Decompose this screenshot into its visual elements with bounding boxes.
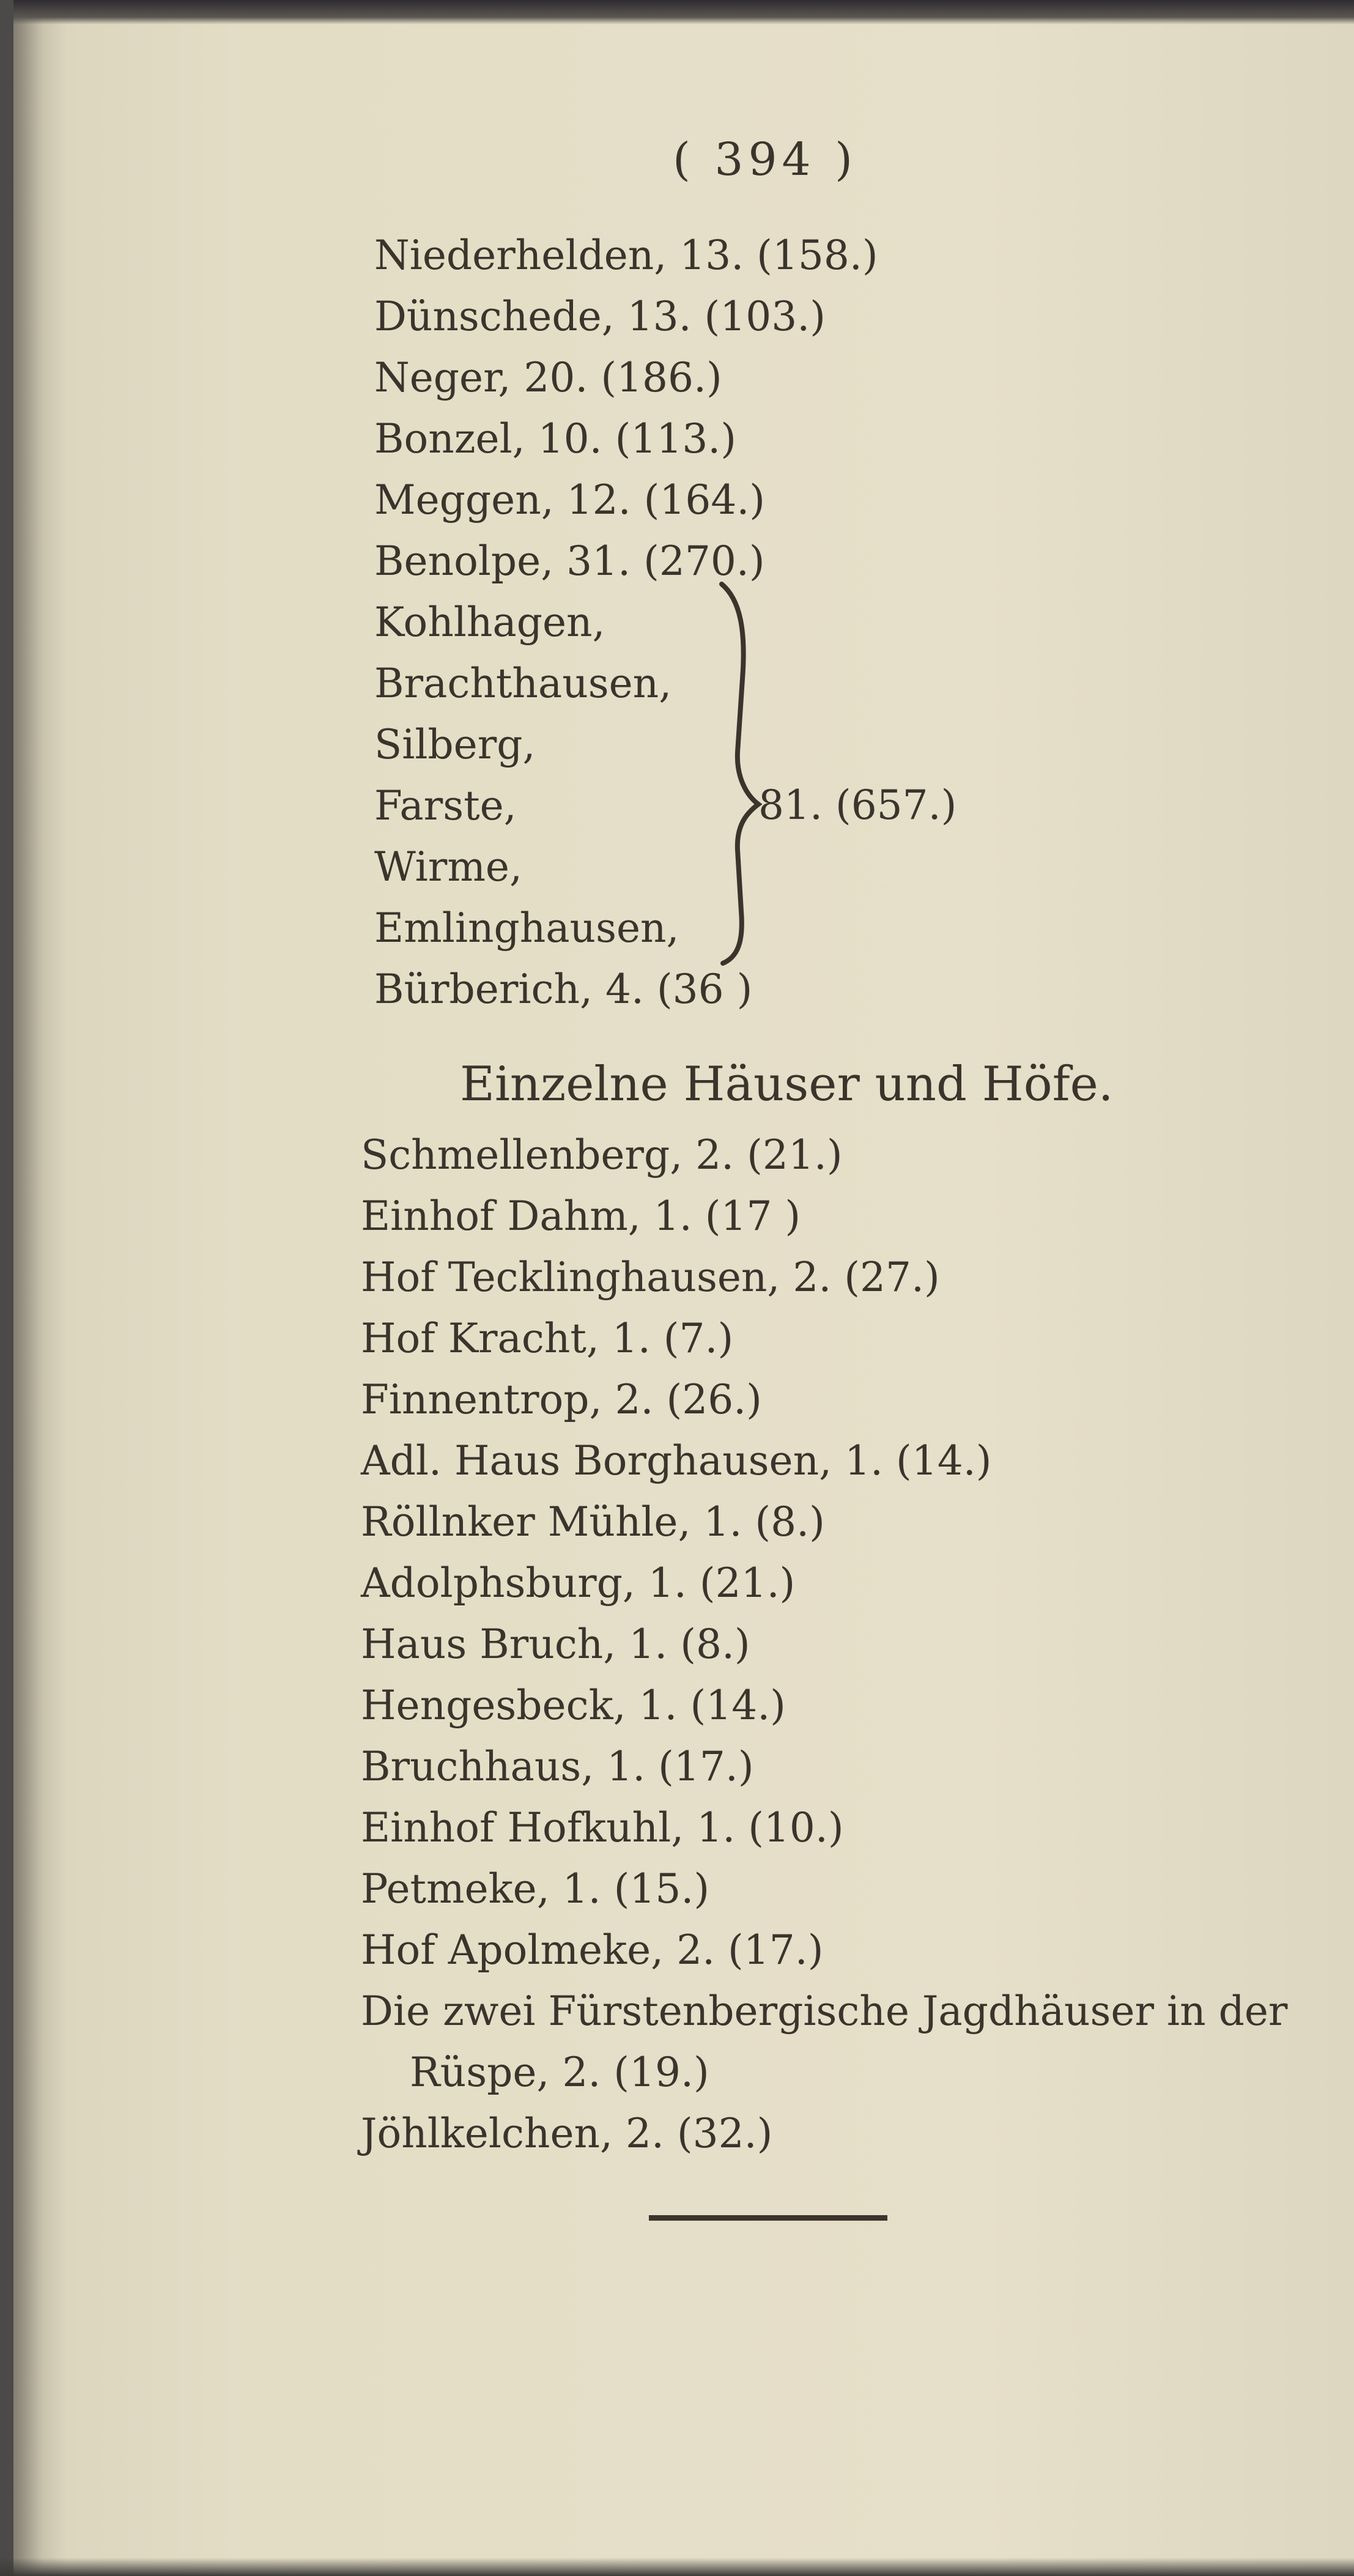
bracket-total: 81. (657.) (758, 782, 957, 829)
end-rule-divider (649, 2215, 887, 2221)
list-item: Neger, 20. (186.) (374, 354, 722, 401)
list-item: Schmellenberg, 2. (21.) (361, 1131, 843, 1179)
list-item: Meggen, 12. (164.) (374, 476, 766, 524)
page-number: ( 394 ) (673, 133, 858, 186)
village-list (374, 225, 878, 1020)
list-item: Hof Kracht, 1. (7.) (361, 1315, 734, 1362)
book-gutter (0, 0, 13, 2576)
list-item: Farste, (374, 782, 517, 829)
list-item: Jöhlkelchen, 2. (32.) (361, 2110, 773, 2157)
list-item: Röllnker Mühle, 1. (8.) (361, 1498, 825, 1545)
list-item: Silberg, (374, 721, 536, 768)
list-item: Bonzel, 10. (113.) (374, 415, 737, 462)
list-item: Die zwei Fürstenbergische Jagdhäuser in der (361, 1988, 1288, 2035)
list-item: Hengesbeck, 1. (14.) (361, 1682, 786, 1729)
list-item: Dünschede, 13. (103.) (374, 293, 826, 340)
list-item: Hof Apolmeke, 2. (17.) (361, 1926, 824, 1974)
list-item: Niederhelden, 13. (158.) (374, 232, 878, 279)
list-item: Emlinghausen, (374, 905, 679, 952)
scan-bottom-edge (0, 2558, 1354, 2576)
curly-brace (716, 581, 764, 966)
list-item: Adolphsburg, 1. (21.) (361, 1560, 796, 1607)
list-item: Brachthausen, (374, 660, 672, 707)
section-heading: Einzelne Häuser und Höfe. (460, 1057, 1114, 1112)
list-item: Bruchhaus, 1. (17.) (361, 1743, 754, 1790)
list-item: Einhof Dahm, 1. (17 ) (361, 1193, 801, 1240)
list-item: Wirme, (374, 843, 522, 890)
list-item: Kohlhagen, (374, 599, 605, 646)
scan-top-edge (0, 0, 1354, 24)
list-item: Bürberich, 4. (36 ) (374, 966, 753, 1013)
list-item: Adl. Haus Borghausen, 1. (14.) (361, 1437, 992, 1484)
list-item: Finnentrop, 2. (26.) (361, 1376, 762, 1423)
houses-list (361, 1125, 1287, 2164)
list-item-continuation: Rüspe, 2. (19.) (410, 2049, 709, 2096)
list-item: Einhof Hofkuhl, 1. (10.) (361, 1804, 844, 1851)
list-item: Hof Tecklinghausen, 2. (27.) (361, 1254, 940, 1301)
list-item: Haus Bruch, 1. (8.) (361, 1621, 750, 1668)
list-item: Benolpe, 31. (270.) (374, 538, 765, 585)
list-item: Petmeke, 1. (15.) (361, 1865, 710, 1912)
